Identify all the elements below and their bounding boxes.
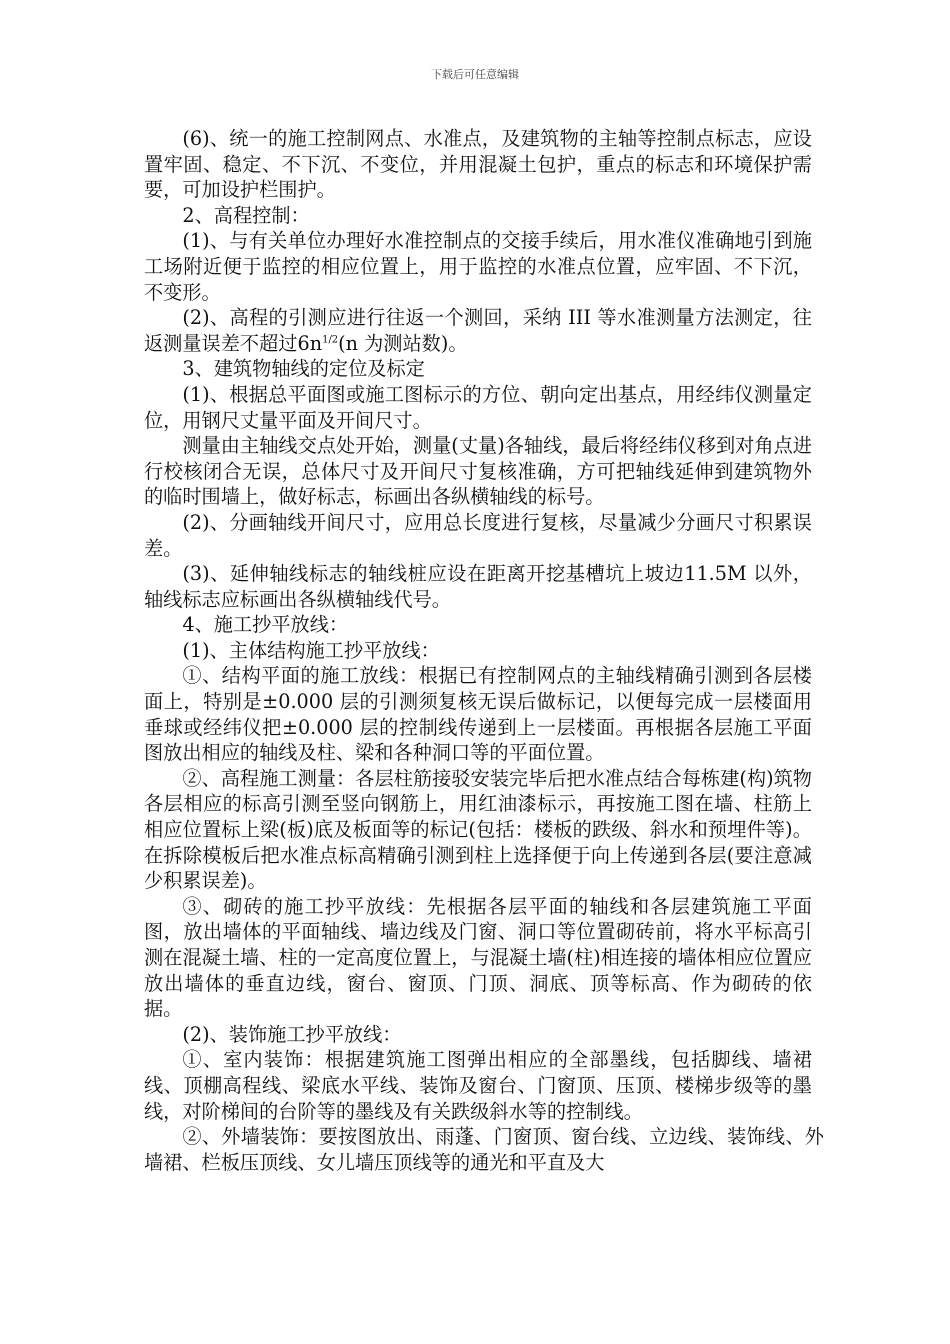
subheading-decoration: (2)、装饰施工抄平放线： xyxy=(182,1022,402,1046)
paragraph-base-point: (1)、根据总平面图或施工图标示的方位、朝向定出基点，用经纬仪测量定位，用钢尺丈量平面及开间尺寸。 xyxy=(144,382,812,432)
paragraph-structural-layout: ①、结构平面的施工放线：根据已有控制网点的主轴线精确引测到各层楼面上，特别是±0.000 层的引测须复核无误后做标记，以便每完成一层楼面用垂球或经纬仪把±0.000 层的控制线传递到上一层楼面。再根据各层施工平面图放出相应的轴线及柱、梁和各种洞口等的平面位置。 xyxy=(144,664,812,765)
leveling-method-text: (2)、高程的引测应进行往返一个测回，采纳 III 等水准测量方法测定，往返测量误差不超过6n xyxy=(144,306,812,355)
paragraph-axis-measurement: 测量由主轴线交点处开始，测量(丈量)各轴线，最后将经纬仪移到对角点进行校核闭合无误，总体尺寸及开间尺寸复核准确，方可把轴线延伸到建筑物外的临时围墙上，做好标志，标画出各纵横轴线的标号。 xyxy=(144,434,812,509)
page-header: 下载后可任意编辑 xyxy=(431,68,519,81)
paragraph-elevation-survey: ②、高程施工测量：各层柱筋接驳安装完毕后把水准点结合每栋建(构)筑物各层相应的标高引测至竖向钢筋上，用红油漆标示，再按施工图在墙、柱筋上相应位置标上梁(板)底及板面等的标记(包括：楼板的跌级、斜水和预埋件等)。在拆除模板后把水准点标高精确引测到柱上选择便于向上传递到各层(要注意减少积累误差)。 xyxy=(144,766,812,893)
paragraph-axis-stakes: (3)、延伸轴线标志的轴线桩应设在距离开挖基槽坑上坡边11.5M 以外，轴线标志应标画出各纵横轴线代号。 xyxy=(144,562,812,611)
paragraph-control-points: (6)、统一的施工控制网点、水准点，及建筑物的主轴等控制点标志，应设置牢固、稳定、不下沉、不变位，并用混凝土包护，重点的标志和环境保护需要，可加设护栏围护。 xyxy=(144,127,812,202)
paragraph-exterior-decoration: ②、外墙装饰：要按图放出、雨蓬、门窗顶、窗台线、立边线、装饰线、外墙裙、栏板压顶线、女儿墙压顶线等的通光和平直及大 xyxy=(144,1125,824,1174)
paragraph-leveling-method xyxy=(144,305,812,356)
paragraph-leveling-handover: (1)、与有关单位办理好水准控制点的交接手续后，用水准仪准确地引到施工场附近便于监控的相应位置上，用于监控的水准点位置，应牢固、不下沉，不变形。 xyxy=(144,229,812,304)
heading-survey-layout: 4、施工抄平放线： xyxy=(182,613,349,637)
heading-elevation-control: 2、高程控制： xyxy=(182,203,310,227)
superscript-exponent: 1/2 xyxy=(322,334,339,346)
leveling-method-tail: (n 为测站数)。 xyxy=(338,331,468,355)
subheading-main-structure: (1)、主体结构施工抄平放线： xyxy=(182,638,440,662)
heading-axis-positioning: 3、建筑物轴线的定位及标定 xyxy=(182,357,425,381)
paragraph-axis-spacing: (2)、分画轴线开间尺寸，应用总长度进行复核，尽量减少分画尺寸积累误差。 xyxy=(144,510,812,560)
paragraph-masonry-layout: ③、砌砖的施工抄平放线：先根据各层平面的轴线和各层建筑施工平面图，放出墙体的平面轴线、墙边线及门窗、洞口等位置砌砖前，将水平标高引测在混凝土墙、柱的一定高度位置上，与混凝土墙(柱)相连接的墙体相应位置应放出墙体的垂直边线，窗台、窗顶、门顶、洞底、顶等标高、作为砌砖的依据。 xyxy=(144,894,812,1021)
paragraph-interior-decoration: ①、室内装饰：根据建筑施工图弹出相应的全部墨线，包括脚线、墙裙线、顶棚高程线、梁底水平线、装饰及窗台、门窗顶、压顶、楼梯步级等的墨线，对阶梯间的台阶等的墨线及有关跌级斜水等的控制线。 xyxy=(144,1048,812,1123)
document-body xyxy=(144,126,824,1175)
